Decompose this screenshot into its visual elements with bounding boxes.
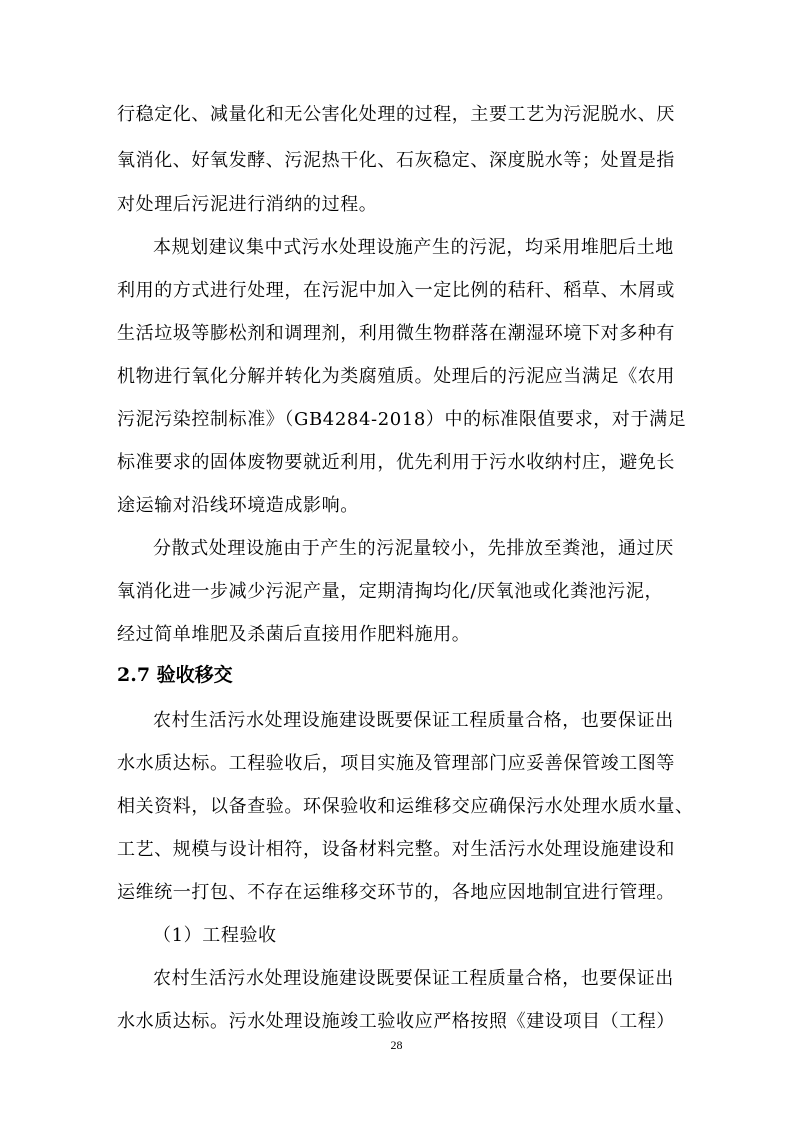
paragraph-2-line-7: 途运输对沿线环境造成影响。 xyxy=(117,495,359,516)
paragraph-2-line-4: 机物进行氧化分解并转化为类腐殖质。处理后的污泥应当满足《农用 xyxy=(117,366,675,387)
paragraph-1-line-2: 氧消化、好氧发酵、污泥热干化、石灰稳定、深度脱水等；处置是指 xyxy=(117,150,675,171)
paragraph-5-line-2: 水水质达标。污水处理设施竣工验收应严格按照《建设项目（工程） xyxy=(117,1011,675,1032)
paragraph-4-line-5: 运维统一打包、不存在运维移交环节的，各地应因地制宜进行管理。 xyxy=(117,882,675,903)
page-number: 28 xyxy=(390,1038,403,1052)
paragraph-4-line-1: 农村生活污水处理设施建设既要保证工程质量合格，也要保证出 xyxy=(153,710,674,731)
paragraph-3-line-1: 分散式处理设施由于产生的污泥量较小，先排放至粪池，通过厌 xyxy=(153,538,674,559)
paragraph-1-line-1: 行稳定化、减量化和无公害化处理的过程，主要工艺为污泥脱水、厌 xyxy=(117,104,675,125)
paragraph-3-line-3: 经过简单堆肥及杀菌后直接用作肥料施用。 xyxy=(117,624,471,645)
paragraph-3-line-2: 氧消化进一步减少污泥产量，定期清掏均化/厌氧池或化粪池污泥， xyxy=(117,581,664,602)
paragraph-4-line-2: 水水质达标。工程验收后，项目实施及管理部门应妥善保管竣工图等 xyxy=(117,753,675,774)
paragraph-2-line-5: 污泥污染控制标准》（GB4284-2018）中的标准限值要求，对于满足 xyxy=(117,409,687,430)
paragraph-1-line-3: 对处理后污泥进行消纳的过程。 xyxy=(117,194,378,215)
paragraph-2-line-6: 标准要求的固体废物要就近利用，优先利用于污水收纳村庄，避免长 xyxy=(117,452,675,473)
section-heading: 2.7 验收移交 xyxy=(117,664,233,686)
paragraph-2-line-3: 生活垃圾等膨松剂和调理剂，利用微生物群落在潮湿环境下对多种有 xyxy=(117,323,675,344)
paragraph-2-line-1: 本规划建议集中式污水处理设施产生的污泥，均采用堆肥后土地 xyxy=(153,237,674,258)
paragraph-2-line-2: 利用的方式进行处理，在污泥中加入一定比例的秸秆、稻草、木屑或 xyxy=(117,280,675,301)
subheading: （1）工程验收 xyxy=(153,925,277,946)
paragraph-4-line-4: 工艺、规模与设计相符，设备材料完整。对生活污水处理设施建设和 xyxy=(117,839,675,860)
paragraph-4-line-3: 相关资料，以备查验。环保验收和运维移交应确保污水处理水质水量、 xyxy=(117,796,694,817)
paragraph-5-line-1: 农村生活污水处理设施建设既要保证工程质量合格，也要保证出 xyxy=(153,968,674,989)
